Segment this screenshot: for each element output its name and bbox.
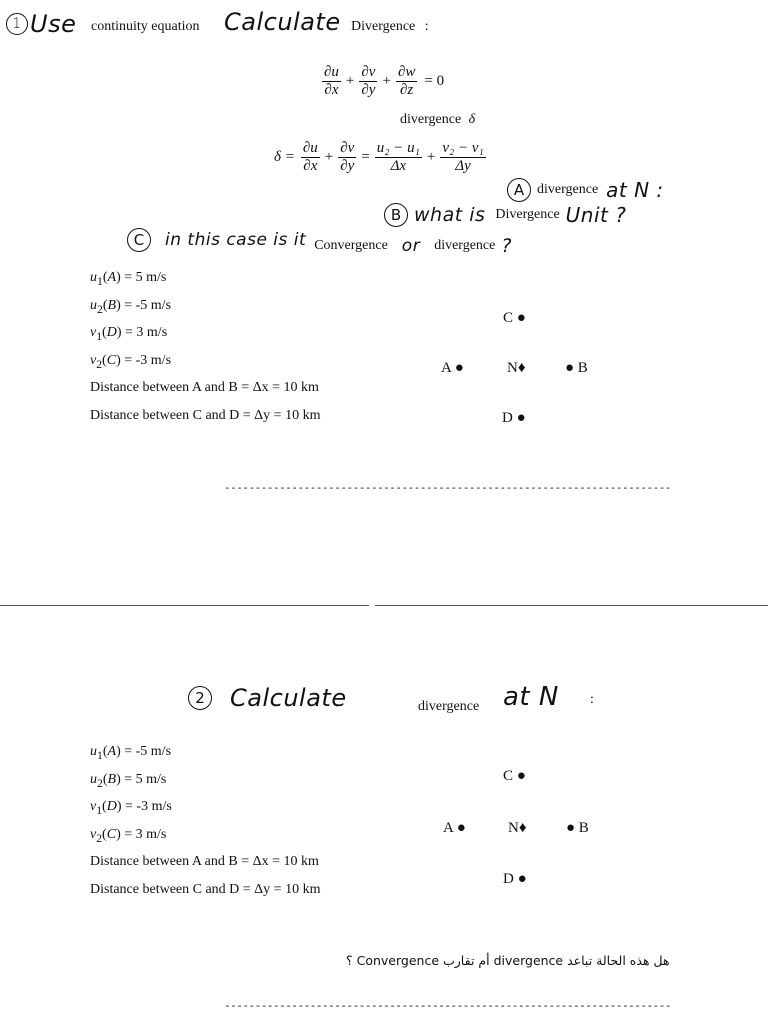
frac-dv-dy: $\frac{\partial v}{\partial y}$ xyxy=(361,64,376,98)
part2-dashed-separator: ------------------------------------------------------------------------- xyxy=(224,999,671,1012)
part1-point-n: N♦ xyxy=(507,360,526,376)
part2-values xyxy=(90,738,320,903)
part2-value-v2: $v_2(C) = 3$ m/s xyxy=(90,826,167,845)
question-c-circle: C xyxy=(127,228,151,252)
divergence-word: Divergence xyxy=(351,19,416,34)
divergence-equation: δ = $\frac{\partial u}{\partial x}$ + $\frac{\partial v}{\partial y}$ = $\frac{\text{u₂ − u₁}}{\Delta x}$ + $\frac{\text{v₂ − v₁}}{\Delta y}$ xyxy=(274,140,484,174)
question-a-text: divergence xyxy=(537,182,599,197)
question-c-convergence: Convergence xyxy=(314,238,388,253)
divergence-delta-label: divergence δ xyxy=(400,112,476,127)
continuity-rhs: = 0 xyxy=(424,73,445,89)
part2-arabic-question: هل هذه الحالة تباعد divergence أم تقارب Convergence ؟ xyxy=(346,953,670,968)
part2-divergence-text: divergence xyxy=(418,699,480,714)
part1-value-v1: $v_1(D) = 3$ m/s xyxy=(90,325,168,343)
question-b-hand2: Unit ? xyxy=(565,203,627,227)
part2-point-a: A ● xyxy=(443,820,466,836)
part2-number-circle: 2 xyxy=(188,686,212,710)
question-c-or: or xyxy=(401,236,421,256)
divergence-colon: : xyxy=(424,19,429,34)
continuity-equation-text: continuity equation xyxy=(91,19,200,34)
part1-point-a: A ● xyxy=(441,360,464,376)
part2-colon: : xyxy=(590,692,594,707)
part2-value-u1: $u_1(A) = -5$ m/s xyxy=(90,744,172,762)
section-divider-left xyxy=(0,605,369,606)
part1-point-b: ● B xyxy=(565,360,588,376)
part1-number-circle: 1 xyxy=(6,13,28,35)
part1-dashed-separator: ------------------------------------------------------------------------- xyxy=(224,481,671,494)
part2-point-b: ● B xyxy=(566,820,589,836)
question-c-qmark: ? xyxy=(501,235,512,257)
part2-distance-ab: Distance between A and B = Δx = 10 km xyxy=(90,854,319,869)
part2-header xyxy=(188,684,347,712)
question-b-hand: what is xyxy=(414,204,486,226)
divergence-title-text xyxy=(351,19,429,35)
question-c xyxy=(127,228,512,257)
part2-hand-calculate: Calculate xyxy=(230,684,347,712)
question-b xyxy=(384,203,626,227)
part1-value-u2: $u_2(B) = -5$ m/s xyxy=(90,297,172,316)
part1-header xyxy=(6,10,76,38)
question-b-text: Divergence xyxy=(495,207,560,222)
frac-du-dx: $\frac{\partial u}{\partial x}$ xyxy=(324,64,339,98)
part1-values xyxy=(90,264,320,429)
part1-point-d: D ● xyxy=(502,410,526,426)
hand-calculate: Calculate xyxy=(224,8,341,36)
part2-point-c: C ● xyxy=(503,768,526,784)
hand-use: Use xyxy=(30,10,77,38)
question-a-hand: at N : xyxy=(606,178,664,202)
part1-distance-cd: Distance between C and D = Δy = 10 km xyxy=(90,407,321,423)
part2-point-d: D ● xyxy=(503,871,527,887)
part2-distance-cd: Distance between C and D = Δy = 10 km xyxy=(90,881,321,897)
part1-distance-ab: Distance between A and B = Δx = 10 km xyxy=(90,380,319,395)
part2-point-n: N♦ xyxy=(508,820,527,836)
question-a xyxy=(507,178,664,202)
part1-point-c: C ● xyxy=(503,310,526,326)
question-c-divergence: divergence xyxy=(434,238,496,253)
part1-value-u1: $u_1(A) = 5$ m/s xyxy=(90,270,167,288)
question-b-circle: B xyxy=(384,203,408,227)
part2-hand-at-n: at N xyxy=(503,682,559,712)
continuity-equation: $\frac{\partial u}{\partial x}$ + $\frac{\partial v}{\partial y}$ + $\frac{\partial w}{\partial z}$ = 0 xyxy=(324,64,445,98)
part2-value-u2: $u_2(B) = 5$ m/s xyxy=(90,771,167,790)
part1-value-v2: $v_2(C) = -3$ m/s xyxy=(90,352,172,371)
section-divider-right xyxy=(375,605,768,606)
frac-dw-dz: $\frac{\partial w}{\partial z}$ xyxy=(397,64,416,98)
question-a-circle: A xyxy=(507,178,531,202)
question-c-hand: in this case is it xyxy=(165,230,307,250)
part2-value-v1: $v_1(D) = -3$ m/s xyxy=(90,799,172,817)
